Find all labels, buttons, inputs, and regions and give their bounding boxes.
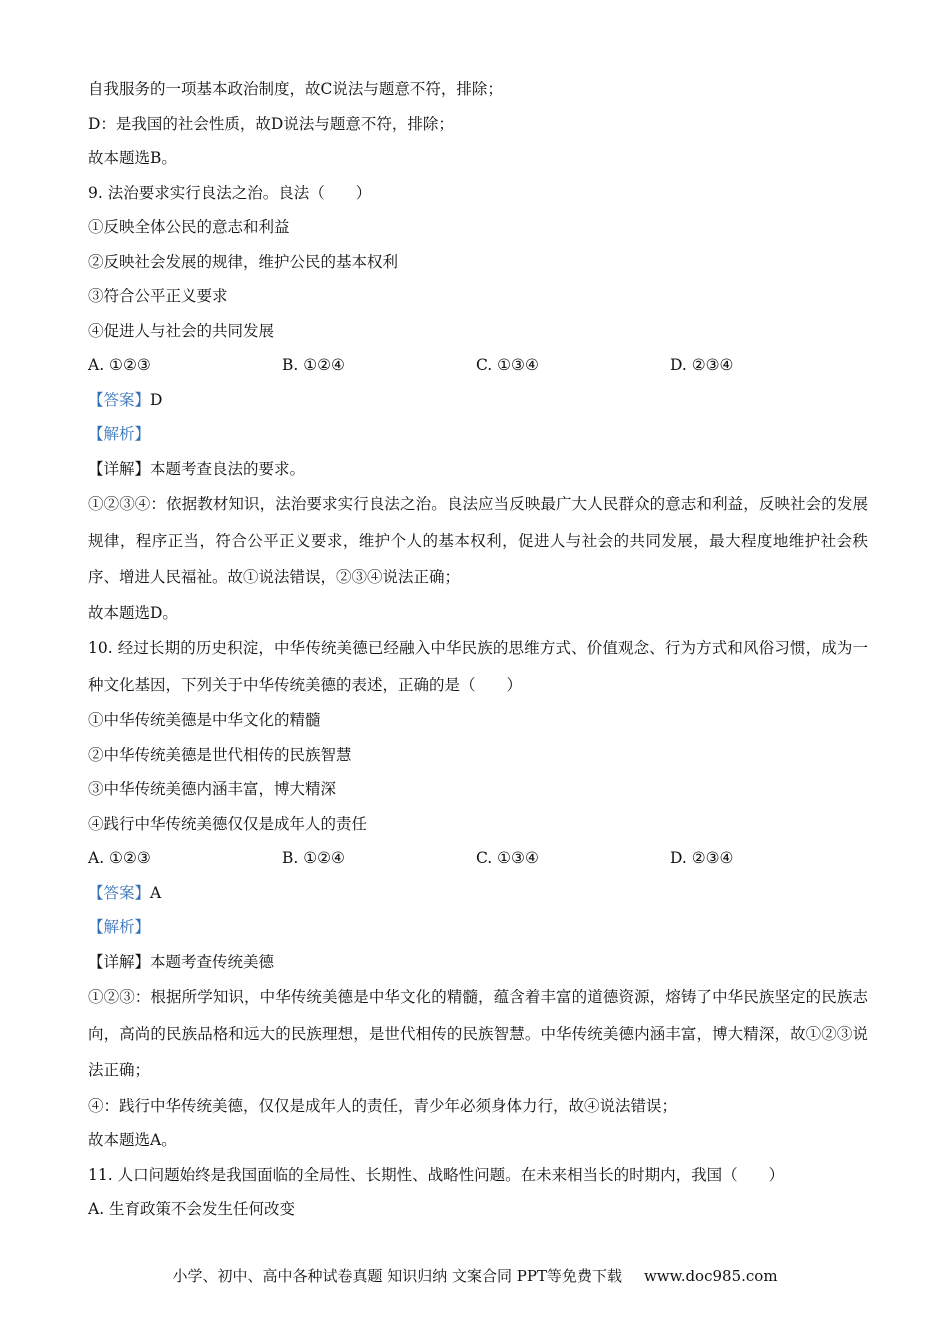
footer-url: www.doc985.com: [643, 1267, 778, 1285]
q9-item-1: ①反映全体公民的意志和利益: [88, 218, 290, 236]
q10-option-b: B. ①②④: [282, 849, 345, 867]
q9-options: [88, 348, 868, 383]
q10-item-2: ②中华传统美德是世代相传的民族智慧: [88, 745, 352, 764]
q9-option-d: D. ②③④: [670, 356, 734, 374]
q9-answer: [88, 383, 868, 418]
q9-option-a: A. ①②③: [88, 356, 151, 374]
q9-explanation: ①②③④：依据教材知识，法治要求实行良法之治。良法应当反映最广大人民群众的意志和利益，反映社会的发展规律，程序正当，符合公平正义要求，维护个人的基本权利，促进人与社会的共同发展，最大程度地维护社会秩序、增进人民福祉。故①说法错误，②③④说法正确；: [88, 495, 868, 586]
q10-analysis: [88, 910, 868, 945]
q9-stem: 9. 法治要求实行良法之治。良法（ ）: [88, 183, 372, 202]
q10-conclusion: 故本题选A。: [88, 1131, 177, 1149]
q11-option-a: A. 生育政策不会发生任何改变: [88, 1200, 296, 1218]
q9-option-b: B. ①②④: [282, 356, 345, 374]
footer-text: 小学、初中、高中各种试卷真题 知识归纳 文案合同 PPT等免费下载: [172, 1267, 622, 1285]
q9-detail: [88, 452, 868, 487]
q10-options: [88, 841, 868, 876]
q9-item-2: ②反映社会发展的规律，维护公民的基本权利: [88, 252, 399, 271]
q10-explanation-2: ④：践行中华传统美德，仅仅是成年人的责任，青少年必须身体力行，故④说法错误；: [88, 1096, 678, 1115]
q10-item-1: ①中华传统美德是中华文化的精髓: [88, 711, 321, 729]
q10-explanation: ①②③：根据所学知识，中华传统美德是中华文化的精髓，蕴含着丰富的道德资源，熔铸了中华民族坚定的民族志向，高尚的民族品格和远大的民族理想，是世代相传的民族智慧。中华传统美德内涵丰富，博大精深，故①②③说法正确；: [88, 988, 868, 1079]
q10-option-a: A. ①②③: [88, 849, 151, 867]
q10-answer: [88, 876, 868, 911]
q10-answer-tag: 【答案】: [88, 883, 151, 902]
q9-answer-value: D: [150, 390, 163, 409]
q10-item-4: ④践行中华传统美德仅仅是成年人的责任: [88, 814, 368, 833]
q9-detail-tag: 【详解】: [88, 459, 151, 478]
q10-analysis-tag: 【解析】: [88, 918, 151, 936]
q11-stem: 11. 人口问题始终是我国面临的全局性、长期性、战略性问题。在未来相当长的时期内，我国（ ）: [88, 1165, 785, 1184]
q9-item-3: ③符合公平正义要求: [88, 287, 228, 305]
q9-analysis: [88, 417, 868, 452]
q9-answer-tag: 【答案】: [88, 390, 151, 409]
q8-analysis-line-2: D：是我国的社会性质，故D说法与题意不符，排除；: [88, 114, 454, 133]
q10-stem: 10. 经过长期的历史积淀，中华传统美德已经融入中华民族的思维方式、价值观念、行为方式和风俗习惯，成为一种文化基因，下列关于中华传统美德的表述，正确的是（ ）: [88, 639, 868, 694]
q10-option-d: D. ②③④: [670, 849, 734, 867]
q10-detail-tag: 【详解】: [88, 952, 151, 971]
q10-item-3: ③中华传统美德内涵丰富，博大精深: [88, 780, 337, 798]
q9-option-c: C. ①③④: [476, 356, 539, 374]
q10-detail: [88, 945, 868, 980]
q8-analysis-line-1: 自我服务的一项基本政治制度，故C说法与题意不符，排除；: [88, 80, 503, 98]
q9-analysis-tag: 【解析】: [88, 425, 151, 443]
q8-conclusion: 故本题选B。: [88, 149, 177, 167]
q10-answer-value: A: [150, 883, 162, 902]
q10-detail-text: 本题考查传统美德: [150, 952, 275, 971]
q9-conclusion: 故本题选D。: [88, 603, 178, 622]
q9-detail-text: 本题考查良法的要求。: [150, 459, 306, 478]
q9-item-4: ④促进人与社会的共同发展: [88, 321, 275, 340]
document-page: [88, 72, 868, 1227]
q10-option-c: C. ①③④: [476, 849, 539, 867]
page-footer: [0, 1265, 950, 1286]
